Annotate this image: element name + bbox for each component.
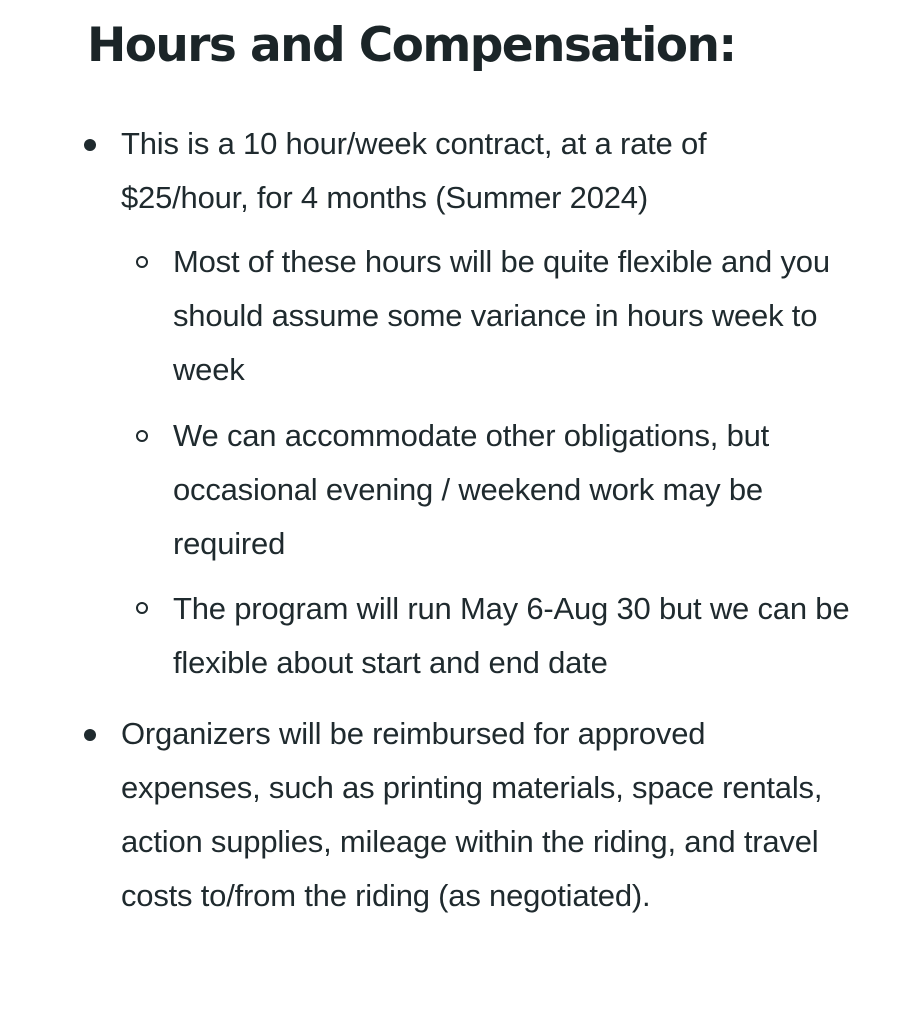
sub-list-item-text: The program will run May 6-Aug 30 but we can be flexible about start and end date xyxy=(173,591,850,680)
sub-list-item-text: We can accommodate other obligations, but occasional evening / weekend work may be required xyxy=(173,418,770,561)
bullet-circle-icon xyxy=(136,430,148,442)
section-heading: Hours and Compensation: xyxy=(87,18,736,73)
bullet-circle-icon xyxy=(136,602,148,614)
bullet-circle-icon xyxy=(136,256,148,268)
bullet-disc-icon xyxy=(84,729,96,741)
sub-list-item-text: Most of these hours will be quite flexible and you should assume some variance in hours week to week xyxy=(173,244,830,387)
list-item-text: This is a 10 hour/week contract, at a rate of $25/hour, for 4 months (Summer 2024) xyxy=(121,126,707,215)
bullet-disc-icon xyxy=(84,139,96,151)
list-item-text: Organizers will be reimbursed for approved expenses, such as printing materials, space rentals, action supplies, mileage within the riding, and travel costs to/from the riding (as negotiated). xyxy=(121,716,823,913)
